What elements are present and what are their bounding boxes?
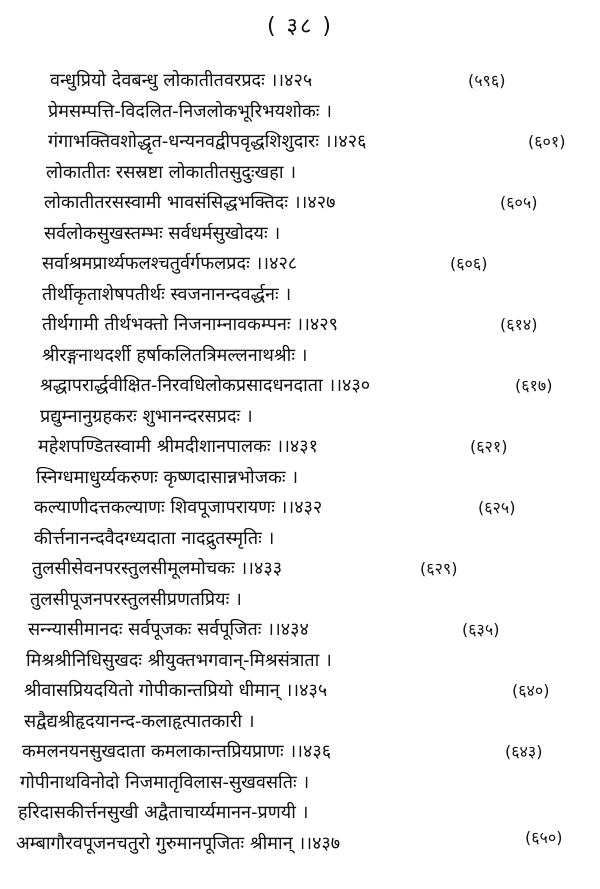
verse-text: सर्वाश्रमप्रार्थ्यफलश्चतुर्वर्गफलप्रदः ।।४२८ <box>42 253 298 274</box>
verse-line <box>0 646 600 677</box>
verse-text: तुलसीसेवनपरस्तुलसीमूलमोचकः ।।४३३ <box>32 558 283 579</box>
verse-text: तीर्थीकृताशेषपतीर्थः स्वजनानन्दवर्द्धनः । <box>42 283 292 305</box>
verse-text: कमलनयनसुखदाता कमलाकान्तप्रियप्राणः ।।४३६ <box>22 741 332 762</box>
verse-line <box>0 402 600 433</box>
verse-reference: (५९६) <box>468 71 506 90</box>
verse-line <box>0 829 600 860</box>
verse-text: अम्बागौरवपूजनचतुरो गुरुमानपूजितः श्रीमान् ।।४३७ <box>16 832 341 854</box>
verse-reference: (६०५) <box>500 193 538 212</box>
verse-line <box>0 493 600 524</box>
verse-text: प्रेमसम्पत्ति-विदलित-निजलोकभूरिभयशोकः । <box>48 100 332 122</box>
verse-text: श्रद्धापरार्द्धवीक्षित-निरवधिलोकप्रसादधनदाता ।।४३० <box>40 375 371 396</box>
verse-line <box>0 158 600 189</box>
verse-reference: (६४३) <box>505 742 543 761</box>
verse-line <box>0 310 600 341</box>
verse-line <box>0 280 600 311</box>
verse-text: गंगाभक्तिवशोद्धृत-धन्यनवद्वीपवृद्धशिशुदारः ।।४२६ <box>48 131 367 152</box>
verse-line <box>0 371 600 402</box>
verse-text: सद्वैद्यश्रीहृदयानन्द-कलाहृत्पातकारी । <box>24 710 255 732</box>
verse-line <box>0 219 600 250</box>
verse-line <box>0 127 600 158</box>
verse-line <box>0 341 600 372</box>
verse-line <box>0 188 600 219</box>
verse-text: कल्याणीदत्तकल्याणः शिवपूजापरायणः ।।४३२ <box>34 497 323 518</box>
verse-reference: (६२१) <box>470 437 508 456</box>
verse-text: सन्न्यासीमानदः सर्वपूजकः सर्वपूजितः ।।४३४ <box>28 619 309 640</box>
verse-line <box>0 676 600 707</box>
verse-line <box>0 66 600 97</box>
verse-line <box>0 707 600 738</box>
verse-line <box>0 798 600 829</box>
verse-text: कीर्त्तनानन्दवैदग्ध्यदाता नादद्रुतस्मृतिः । <box>34 527 275 549</box>
verse-line <box>0 463 600 494</box>
page-number: ( ३८ ) <box>266 14 334 39</box>
verse-line <box>0 585 600 616</box>
verse-text: लोकातीतः रसस्रष्टा लोकातीतसुदुःखहा । <box>46 161 297 183</box>
verse-text: श्रीवासप्रियदयितो गोपीकान्तप्रियो धीमान् ।।४३५ <box>24 680 328 701</box>
verse-line <box>0 432 600 463</box>
verse-reference: (६३५) <box>462 620 500 639</box>
verse-text: सर्वलोकसुखस्तम्भः सर्वधर्मसुखोदयः । <box>44 222 281 244</box>
verse-text: तीर्थगामी तीर्थभक्तो निजनाम्नावकम्पनः ।।४२९ <box>42 314 338 335</box>
verse-reference: (६४०) <box>512 681 550 700</box>
verse-reference: (६०६) <box>450 254 488 273</box>
verse-text: तुलसीपूजनपरस्तुलसीप्रणतप्रियः । <box>30 588 242 610</box>
verse-text: स्निग्धमाधुर्य्यकरुणः कृष्णदासान्नभोजकः । <box>36 466 299 488</box>
verse-text: हरिदासकीर्त्तनसुखी अद्वैताचार्य्यमानन-प्रणयी । <box>18 802 309 823</box>
verse-text: गोपीनाथविनोदो निजमातृविलास-सुखवसतिः । <box>20 771 310 793</box>
verse-text: श्रीरङ्गनाथदर्शी हर्षाकलितत्रिमल्लनाथश्रीः । <box>42 344 308 366</box>
verse-line <box>0 97 600 128</box>
verse-line <box>0 554 600 585</box>
verse-reference: (६५०) <box>525 827 563 847</box>
verse-list <box>0 66 600 859</box>
verse-text: महेशपण्डितस्वामी श्रीमदीशानपालकः ।।४३१ <box>38 436 318 457</box>
verse-reference: (६२९) <box>420 559 458 578</box>
verse-line <box>0 524 600 555</box>
verse-line <box>0 768 600 799</box>
verse-reference: (६१४) <box>500 315 538 334</box>
verse-text: प्रद्युम्नानुग्रहकरः शुभानन्दरसप्रदः । <box>40 405 253 427</box>
verse-line <box>0 615 600 646</box>
verse-line <box>0 249 600 280</box>
verse-reference: (६२५) <box>478 498 516 517</box>
verse-reference: (६१७) <box>515 376 553 395</box>
verse-reference: (६०१) <box>528 132 566 151</box>
verse-text: वन्धुप्रियो देवबन्धु लोकातीतवरप्रदः ।।४२५ <box>50 70 313 91</box>
verse-text: मिश्रश्रीनिधिसुखदः श्रीयुक्तभगवान्-मिश्रसंत्राता । <box>26 649 332 671</box>
verse-line <box>0 737 600 768</box>
verse-text: लोकातीतरसस्वामी भावसंसिद्धभक्तिदः ।।४२७ <box>44 192 336 213</box>
